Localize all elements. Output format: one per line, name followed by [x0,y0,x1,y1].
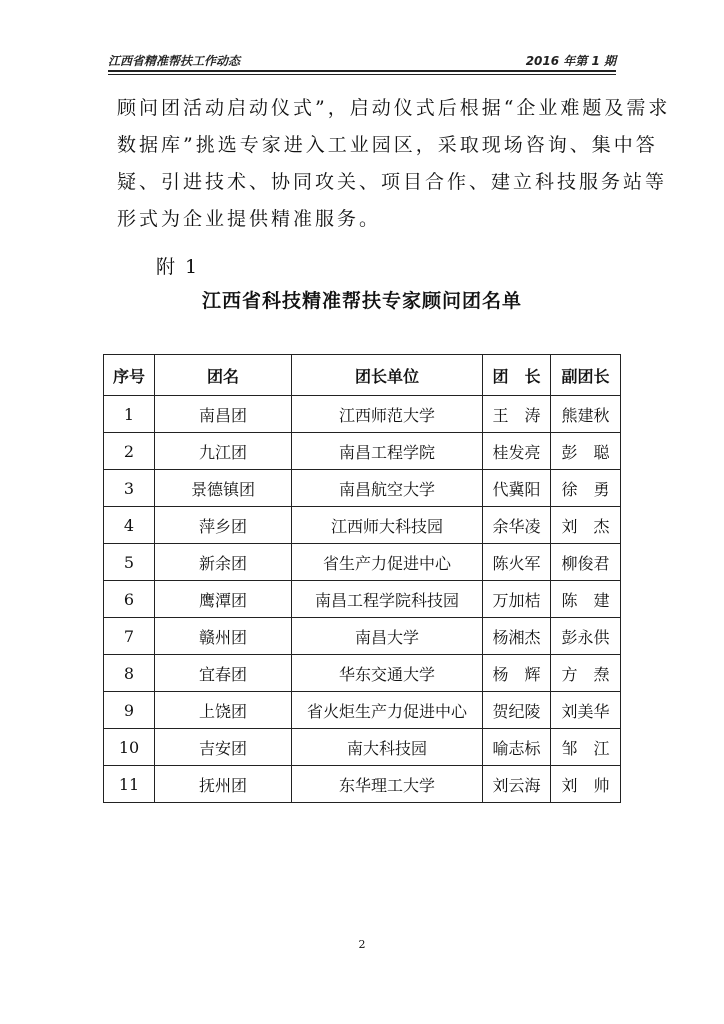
cell-leader-unit: 华东交通大学 [292,655,483,692]
cell-leader-unit: 南大科技园 [292,729,483,766]
cell-deputy-leader: 邹 江 [551,729,621,766]
cell-team-name: 鹰潭团 [155,581,292,618]
body-line: 顾问团活动启动仪式”，启动仪式后根据“企业难题及需求 [117,97,671,119]
cell-deputy-leader: 柳俊君 [551,544,621,581]
cell-team-name: 景德镇团 [155,470,292,507]
cell-leader: 杨 辉 [483,655,551,692]
cell-deputy-leader: 彭 聪 [551,433,621,470]
column-header-team-name: 团名 [155,355,292,396]
cell-leader-unit: 省火炬生产力促进中心 [292,692,483,729]
cell-leader: 王 涛 [483,396,551,433]
cell-team-name: 萍乡团 [155,507,292,544]
cell-deputy-leader: 陈 建 [551,581,621,618]
header-rule-thick [108,70,616,72]
table-row [104,729,621,766]
cell-team-name: 吉安团 [155,729,292,766]
running-header [108,50,616,70]
cell-index: 2 [104,433,155,470]
cell-leader-unit: 东华理工大学 [292,766,483,803]
cell-index: 8 [104,655,155,692]
cell-index: 4 [104,507,155,544]
header-issue-number: 2016 年第 1 期 [525,54,616,68]
table-row [104,433,621,470]
cell-index: 6 [104,581,155,618]
table-row [104,507,621,544]
cell-leader: 喻志标 [483,729,551,766]
table-header-row [104,355,621,396]
cell-leader: 陈火军 [483,544,551,581]
cell-leader-unit: 江西师大科技园 [292,507,483,544]
cell-index: 5 [104,544,155,581]
cell-index: 11 [104,766,155,803]
cell-leader: 贺纪陵 [483,692,551,729]
cell-deputy-leader: 刘 帅 [551,766,621,803]
table-row [104,618,621,655]
page-number: 2 [358,938,366,951]
cell-leader-unit: 江西师范大学 [292,396,483,433]
table-row [104,692,621,729]
table-row [104,470,621,507]
header-rule-thin [108,74,616,75]
table-row [104,766,621,803]
cell-index: 1 [104,396,155,433]
body-line: 疑、引进技术、协同攻关、项目合作、建立科技服务站等 [117,171,668,193]
table-row [104,581,621,618]
column-header-deputy-leader: 副团长 [551,355,621,396]
cell-deputy-leader: 熊建秋 [551,396,621,433]
cell-leader: 桂发亮 [483,433,551,470]
body-paragraph [117,90,671,238]
cell-leader-unit: 南昌工程学院 [292,433,483,470]
cell-index: 7 [104,618,155,655]
cell-deputy-leader: 徐 勇 [551,470,621,507]
cell-index: 10 [104,729,155,766]
cell-leader-unit: 南昌工程学院科技园 [292,581,483,618]
cell-deputy-leader: 彭永供 [551,618,621,655]
cell-leader: 杨湘杰 [483,618,551,655]
cell-leader: 代冀阳 [483,470,551,507]
cell-team-name: 九江团 [155,433,292,470]
cell-team-name: 赣州团 [155,618,292,655]
cell-leader-unit: 南昌航空大学 [292,470,483,507]
cell-deputy-leader: 刘 杰 [551,507,621,544]
cell-leader: 万加桔 [483,581,551,618]
body-line: 数据库”挑选专家进入工业园区，采取现场咨询、集中答 [117,134,658,156]
cell-index: 3 [104,470,155,507]
cell-leader-unit: 省生产力促进中心 [292,544,483,581]
column-header-leader: 团 长 [483,355,551,396]
expert-team-table [103,354,621,803]
cell-team-name: 上饶团 [155,692,292,729]
table-title: 江西省科技精准帮扶专家顾问团名单 [201,290,522,312]
column-header-leader-unit: 团长单位 [292,355,483,396]
cell-deputy-leader: 刘美华 [551,692,621,729]
table-row [104,655,621,692]
cell-team-name: 抚州团 [155,766,292,803]
attachment-label: 附 1 [156,256,200,278]
header-publication-title: 江西省精准帮扶工作动态 [108,54,241,68]
cell-team-name: 宜春团 [155,655,292,692]
cell-leader-unit: 南昌大学 [292,618,483,655]
cell-index: 9 [104,692,155,729]
cell-leader: 余华凌 [483,507,551,544]
cell-leader: 刘云海 [483,766,551,803]
cell-team-name: 南昌团 [155,396,292,433]
cell-team-name: 新余团 [155,544,292,581]
table-row [104,396,621,433]
table-row [104,544,621,581]
cell-deputy-leader: 方 焘 [551,655,621,692]
body-line: 形式为企业提供精准服务。 [117,208,382,230]
column-header-index: 序号 [104,355,155,396]
